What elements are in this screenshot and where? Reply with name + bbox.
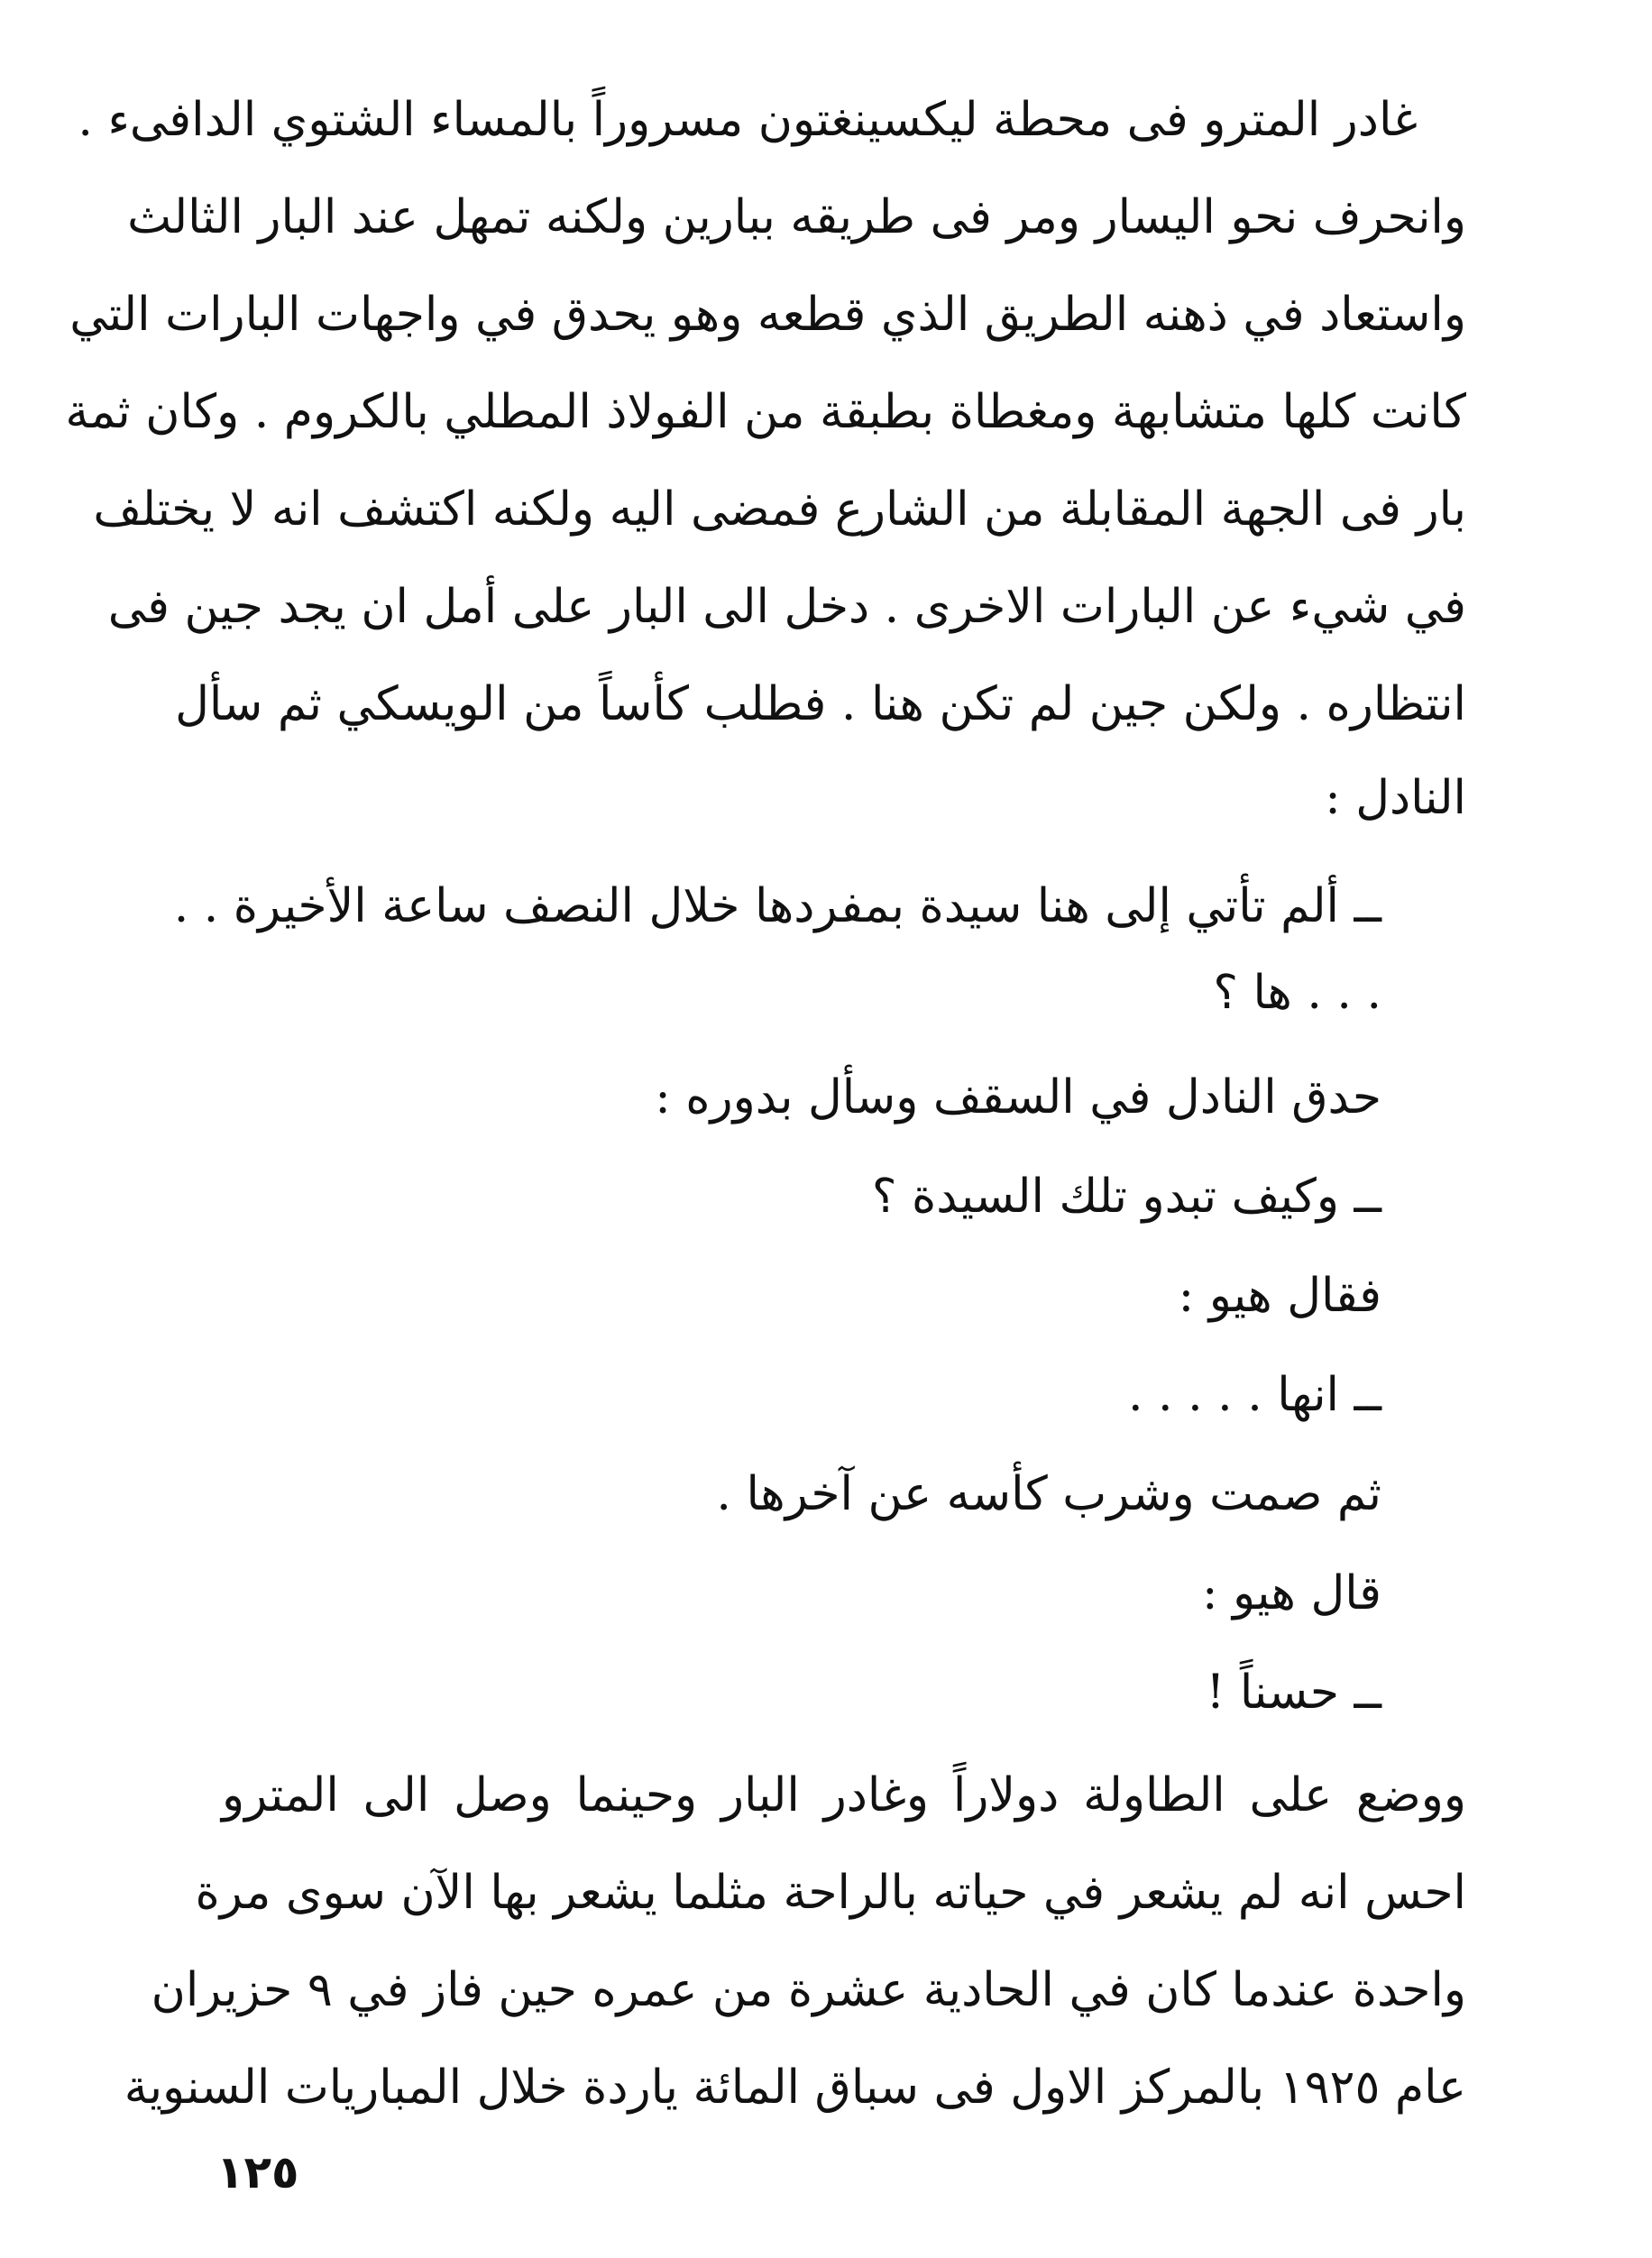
paragraph-1-line-5: بار فى الجهة المقابلة من الشارع فمضى اليه ولكنه اكتشف انه لا يختلف [93,482,1466,537]
paragraph-1-line-6: في شيء عن البارات الاخرى . دخل الى البار على أمل ان يجد جين فى [107,580,1466,634]
paragraph-2-line-4: عام ١٩٢٥ بالمركز الاول فى سباق المائة ياردة خلال المباريات السنوية [124,2061,1466,2115]
dialogue-line-4: ــ وكيف تبدو تلك السيدة ؟ [871,1170,1381,1224]
paragraph-2-line-2: احس انه لم يشعر في حياته بالراحة مثلما يشعر بها الآن سوى مرة [195,1866,1466,1920]
dialogue-line-3: حدق النادل في السقف وسأل بدوره : [655,1070,1381,1124]
dialogue-line-6: ــ انها . . . . . [1127,1368,1381,1422]
paragraph-1-line-4: كانت كلها متشابهة ومغطاة بطبقة من الفولاذ المطلي بالكروم . وكان ثمة [65,385,1466,439]
paragraph-1-line-7: انتظاره . ولكن جين لم تكن هنا . فطلب كأساً من الويسكي ثم سأل [175,677,1466,731]
dialogue-line-5: فقال هيو : [1178,1269,1381,1323]
dialogue-line-8: قال هيو : [1201,1566,1381,1620]
dialogue-line-9: ــ حسناً ! [1206,1666,1381,1720]
page-number: ١٢٥ [216,2146,299,2198]
dialogue-line-1: ــ ألم تأتي إلى هنا سيدة بمفردها خلال النصف ساعة الأخيرة . . [173,879,1381,933]
dialogue-line-2: . . . ها ؟ [1213,966,1381,1020]
paragraph-2-line-3: واحدة عندما كان في الحادية عشرة من عمره حين فاز في ٩ حزيران [151,1963,1466,2017]
paragraph-1-line-1: غادر المترو فى محطة ليكسينغتون مسروراً بالمساء الشتوي الدافىء . [78,93,1418,147]
paragraph-1-line-8: النادل : [1325,771,1466,825]
paragraph-1-line-2: وانحرف نحو اليسار ومر فى طريقه ببارين ولكنه تمهل عند البار الثالث [127,190,1466,244]
dialogue-line-7: ثم صمت وشرب كأسه عن آخرها . [716,1467,1381,1521]
paragraph-2-line-1: ووضع على الطاولة دولاراً وغادر البار وحينما وصل الى المترو [222,1768,1466,1822]
paragraph-1-line-3: واستعاد في ذهنه الطريق الذي قطعه وهو يحدق في واجهات البارات التي [69,288,1466,342]
